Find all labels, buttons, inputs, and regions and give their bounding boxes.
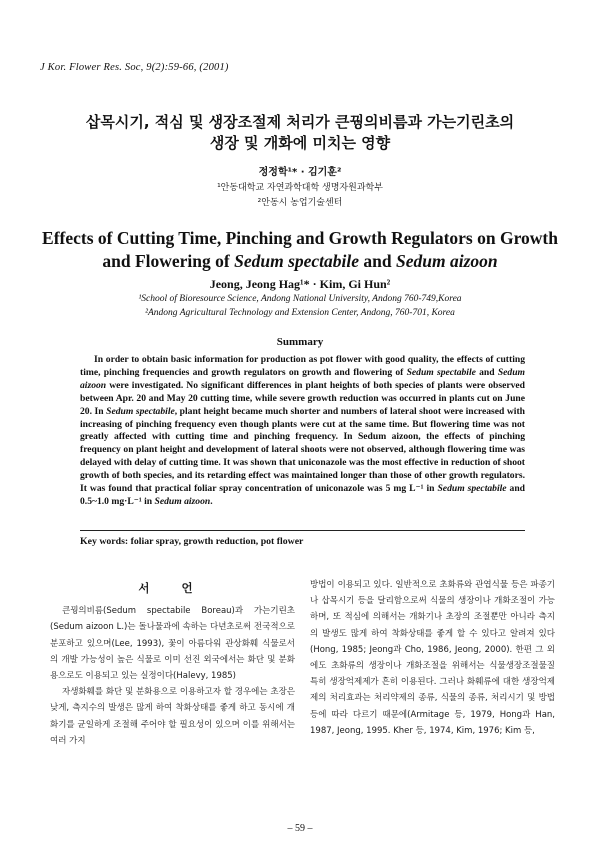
summary-species: Sedum aizoon [154,495,211,507]
english-title [20,227,580,273]
korean-authors: 정정학¹* · 김기훈² [258,167,342,178]
english-affiliations [0,292,600,320]
english-affiliation-2: ²Andong Agricultural Technology and Extension Center, Andong, 760-701, Korea [145,308,455,318]
english-authors: Jeong, Jeong Hag¹* · Kim, Gi Hun² [209,277,391,291]
korean-title-line-1: 삽목시기, 적심 및 생장조절제 처리가 큰꿩의비름과 가는기린초의 [85,113,515,131]
page-number: – 59 – [287,823,313,834]
english-title-line-1: Effects of Cutting Time, Pinching and Growth Regulators on Growth [42,228,558,248]
korean-affiliation-1: ¹안동대학교 자연과학대학 생명자원과학부 [217,183,383,193]
body-column-left [50,577,295,749]
body-paragraph: 방법이 이용되고 있다. 일반적으로 초화류와 관엽식물 등은 파종기나 삽목시기 등을 달리함으로써 식물의 생장이나 개화조절이 가능하며, 또 적심에 의해서는 개화기나 초장의 조절뿐만 아니라 측지의 발생도 많게 하여 착화상태를 좋게 할 수 있다고 알려져 있다(Hong, 1985; Jeong과 Cho, 1986, Jeong, 2000). 한편 그 외에도 초화류의 생장이나 개화조절을 위해서는 식물생장조절물질 특히 생장억제제가 흔히 이용된다. 그러나 화훼류에 대한 생장억제제의 처리효과는 처리약제의 종류, 식물의 종류, 처리시기 및 방법 등에 따라 다르기 때문에(Armitage 등, 1979, Hong과 Han, 1987, Jeong, 1995. Kher 등, 1974, Kim, 1976; Kim 등, [310,580,555,736]
summary-species: Sedum spectabile [106,405,175,417]
summary-segment: and 0.5~1.0 mg·L⁻¹ in [80,483,526,507]
body-column-right [310,577,555,739]
summary-divider [80,530,525,531]
english-affiliation-1: ¹School of Bioresource Science, Andong National University, Andong 760-749,Korea [138,294,462,304]
summary-segment: were investigated. No significant differences in plant heights of both species of plants were observed between Apr. 20 and May 20 cutting time, while severe growth reduction was occurred in plants cut on June 20. In [80,379,525,417]
journal-reference: J Kor. Flower Res. Soc, 9(2):59-66, (2001) [40,62,229,73]
body-paragraph: 큰꿩의비름(Sedum spectabile Boreau)과 가는기린초(Sedum aizoon L.)는 돌나물과에 속하는 다년초로써 전국적으로 분포하고 있으며(Lee, 1993), 꽃이 아름다워 관상화훼 식물로서의 개발 가능성이 높은 식물로 이미 선진 외국에서는 화단 및 분화용으로도 이용되고 있는 실정이다(Halevy, 1985) [50,606,295,682]
summary-segment: and [475,366,498,378]
introduction-heading: 서 언 [138,581,207,595]
korean-affiliation-2: ²안동시 농업기술센터 [257,198,343,208]
summary-species: Sedum aizoon [80,366,526,391]
summary-heading: Summary [276,336,324,348]
korean-title-line-2: 생장 및 개화에 미치는 영향 [209,134,391,152]
english-title-line-2 [20,250,580,273]
species-name-1: Sedum spectabile [234,251,360,271]
species-name-2: Sedum aizoon [396,251,498,271]
korean-title [30,112,570,154]
summary-segment: . [210,495,213,507]
english-title-conjunction: and [359,251,396,271]
korean-affiliations [0,181,600,211]
body-paragraph: 자생화훼를 화단 및 분화용으로 이용하고자 할 경우에는 초장은 낮게, 측지수의 발생은 많게 하여 착화상태를 좋게 하고 동시에 개화기를 균일하게 조절해 주어야 할 필요성이 있으며 이를 위해서는 여러 가지 [50,687,295,746]
keywords: Key words: foliar spray, growth reduction, pot flower [80,536,304,547]
summary-segment: , plant height became much shorter and numbers of lateral shoot were increased with increasing of pinching frequency even though plants were cut at the same time. But flowering time was not greatly affected with cutting time and pinching frequency. In Sedum aizoon, the effects of pinching frequency on plant height and development of lateral shoots were not observed, although flowering time was delayed with delay of cutting time. It was shown that uniconazole was the most effective in reduction of shoot growth of both species, and its retarding effect was maintained longer than those of other growth regulators. It was found that practical foliar spray concentration of uniconazole was 5 mg L⁻¹ in [80,405,526,495]
summary-species: Sedum spectabile [437,483,507,495]
summary-species: Sedum spectabile [406,366,476,378]
summary-text [80,354,525,509]
english-title-prefix: and Flowering of [102,251,235,271]
summary-segment: In order to obtain basic information for production as pot flower with good quality, the effects of cutting time, pinching frequencies and growth regulators on growth and flowering of [80,354,525,378]
